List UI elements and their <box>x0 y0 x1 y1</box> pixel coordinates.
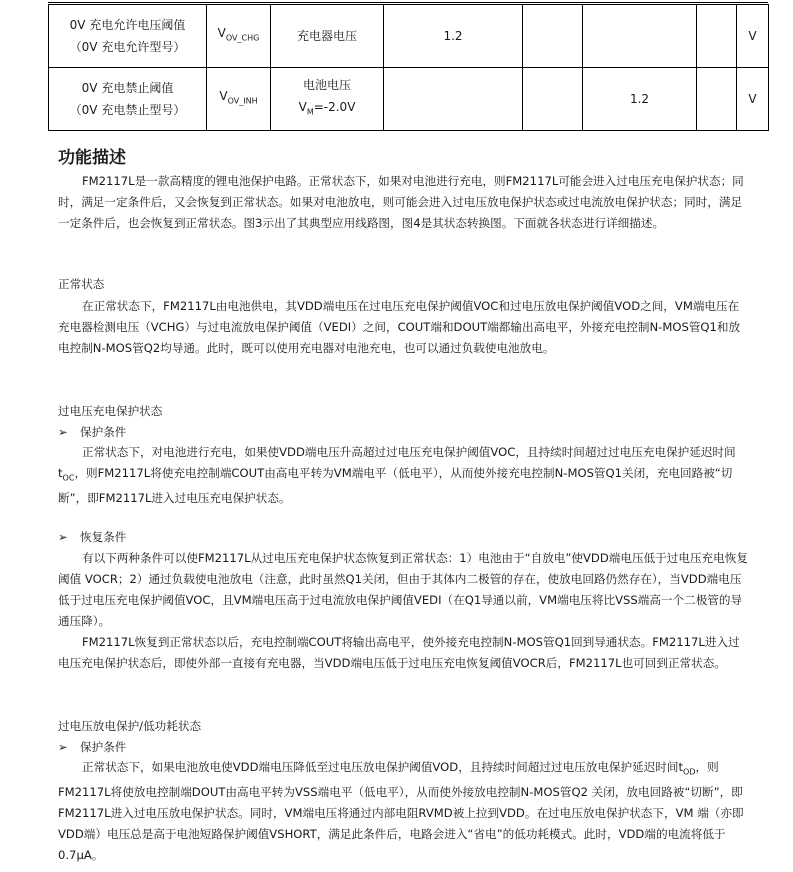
protect-condition-label: 保护条件 <box>80 425 127 439</box>
arrow-bullet-icon: ➢ <box>58 425 68 439</box>
condition-cell <box>271 68 384 131</box>
ovc-protect-bullet <box>58 422 126 443</box>
text-part: ，则FM2117L将使放电控制端DOUT由高电平转为VSS端电平（低电平），从而使外接放电控制N-MOS管Q2 关闭，放电回路被“切断”，即FM2117L进入过电压放电保护状态。同时，VM端电压将通过内部电阻RVMD被上拉到VDD。在过电压放电保护状态下，VM 端（亦即VDD端）电压总是高于电池短路保护阈值VSHORT，满足此条件后，电路会进入“省电”的低功耗模式。此时，VDD端的电流将低于0.7μA。 <box>58 760 744 863</box>
table-row <box>49 68 769 131</box>
param-cell <box>49 5 207 68</box>
param-cell <box>49 68 207 131</box>
max-cell: 1.2 <box>583 68 697 131</box>
unit-cell: V <box>737 5 769 68</box>
ovc-recover-paragraph: 有以下两种条件可以使FM2117L从过电压充电保护状态恢复到正常状态：1）电池由于“自放电”使VDD端电压低于过电压充电恢复阈值 VOCR；2）通过负载使电池放电（注意，此时虽然Q1关闭，但由于其体内二极管的存在，使放电回路仍然存在），当VDD端电压低于过电压充电保护阈值VOC，且VM端电压高于过电流放电保护阈值VEDI（在Q1导通以前，VM端电压将比VSS端高一个二极管的导通压降）。 <box>58 551 748 628</box>
text-part: ，则FM2117L将使充电控制端COUT由高电平转为VM端电平（低电平），从而使外接充电控制N-MOS管Q1关闭，充电回路被“切断”，即FM2117L进入过电压充电保护状态。 <box>58 466 733 506</box>
spacer-cell <box>697 5 737 68</box>
min-cell: 1.2 <box>384 5 523 68</box>
spec-table <box>48 4 769 131</box>
text-part: 正常状态下，对电池进行充电，如果使VDD端电压升高超过过电压充电保护阈值VOC，且持续时间超过过电压充电保护延迟时间t <box>58 445 736 480</box>
ovc-recover-bullet <box>58 527 126 548</box>
max-cell <box>583 5 697 68</box>
param-line2: （0V 充电禁止型号） <box>69 103 186 117</box>
ovc-heading: 过电压充电保护状态 <box>58 404 163 418</box>
condition-value: =-2.0V <box>313 100 356 115</box>
ovd-protect-bullet <box>58 737 126 758</box>
table-row <box>49 5 769 68</box>
toc-sub: OC <box>62 473 75 483</box>
symbol-sub: OV_CHG <box>225 33 260 43</box>
symbol-sub: OV_INH <box>227 96 258 106</box>
ovc-recover-paragraph-2: FM2117L恢复到正常状态以后，充电控制端COUT将输出高电平，使外接充电控制N-MOS管Q1回到导通状态。FM2117L进入过电压充电保护状态后，即使外部一直接有充电器，当VDD端电压低于过电压充电恢复阈值VOCR后，FM2117L也可回到正常状态。 <box>58 635 740 670</box>
condition-line2 <box>271 96 383 123</box>
arrow-bullet-icon: ➢ <box>58 740 68 754</box>
ovd-heading: 过电压放电保护/低功耗状态 <box>58 719 202 733</box>
typ-cell <box>523 68 583 131</box>
section-title: 功能描述 <box>58 148 126 168</box>
normal-paragraph: 在正常状态下，FM2117L由电池供电，其VDD端电压在过电压充电保护阈值VOC和过电压放电保护阈值VOD之间，VM端电压在充电器检测电压（VCHG）与过电流放电保护阈值（VEDI）之间，COUT端和DOUT端都输出高电平，外接充电控制N-MOS管Q1和放电控制N-MOS管Q2均导通。此时，既可以使用充电器对电池充电，也可以通过负载使电池放电。 <box>58 299 741 355</box>
param-line1: 0V 充电允许电压阈值 <box>69 18 186 32</box>
tod-sub: OD <box>683 767 696 777</box>
min-cell <box>384 68 523 131</box>
condition-line1: 电池电压 <box>302 78 351 93</box>
condition-line1: 充电器电压 <box>296 29 357 43</box>
text-part: 正常状态下，如果电池放电使VDD端电压降低至过电压放电保护阈值VOD，且持续时间超过过电压放电保护延迟时间t <box>82 760 684 774</box>
spacer-cell <box>697 68 737 131</box>
normal-heading: 正常状态 <box>58 277 105 291</box>
ovd-protect-paragraph <box>58 757 748 866</box>
symbol-main: V <box>217 26 226 41</box>
unit-cell: V <box>737 68 769 131</box>
ovc-protect-paragraph <box>58 442 748 509</box>
intro-paragraph: FM2117L是一款高精度的锂电池保护电路。正常状态下，如果对电池进行充电，则FM2117L可能会进入过电压充电保护状态；同时，满足一定条件后，又会恢复到正常状态。如果对电池放电，则可能会进入过电压放电保护状态或过电流放电保护状态；同时，满足一定条件后，也会恢复到正常状态。图3示出了其典型应用线路图，图4是其状态转换图。下面就各状态进行详细描述。 <box>58 174 744 230</box>
symbol-cell <box>207 5 271 68</box>
symbol-main: V <box>219 89 228 104</box>
param-line2: （0V 充电允许型号） <box>69 40 186 54</box>
recover-condition-label: 恢复条件 <box>80 530 127 544</box>
typ-cell <box>523 5 583 68</box>
condition-v: V <box>298 100 307 115</box>
condition-cell <box>271 5 384 68</box>
condition-sub: M <box>306 107 314 117</box>
symbol-cell <box>207 68 271 131</box>
param-line1: 0V 充电禁止阈值 <box>81 81 174 95</box>
arrow-bullet-icon: ➢ <box>58 530 68 544</box>
table-top-border <box>48 2 768 3</box>
protect-condition-label: 保护条件 <box>80 740 127 754</box>
